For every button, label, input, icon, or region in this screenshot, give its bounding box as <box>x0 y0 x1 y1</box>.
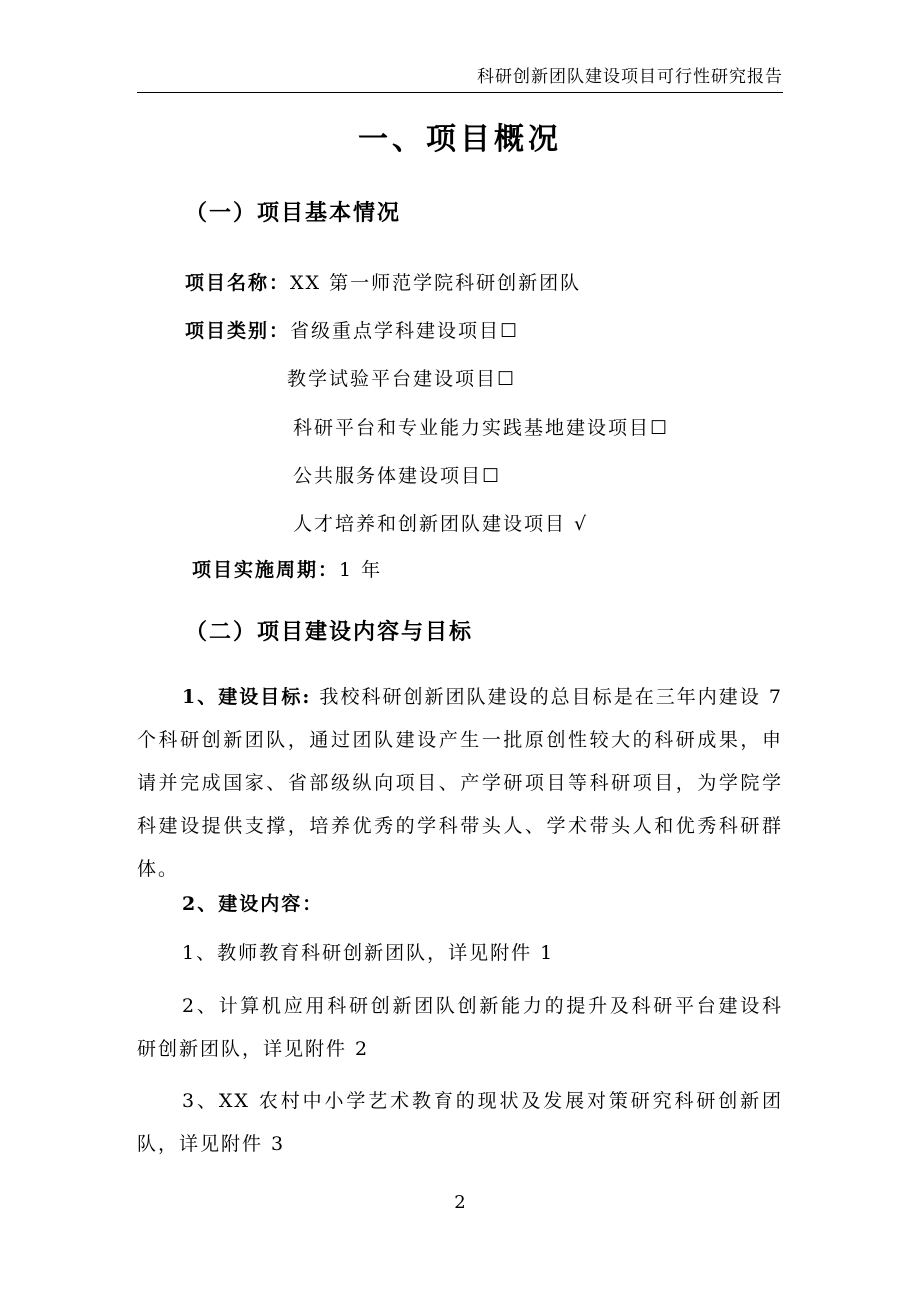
category-option: 科研平台和专业能力实践基地建设项目☐ <box>293 417 670 439</box>
chapter-title: 一、项目概况 <box>358 122 562 157</box>
project-name-label: 项目名称： <box>185 272 291 294</box>
project-category-line <box>185 316 519 343</box>
category-option: 省级重点学科建设项目☐ <box>290 320 520 342</box>
construction-goal-label: 1、建设目标: <box>182 686 312 708</box>
section-heading-content-goals: （二）项目建设内容与目标 <box>185 619 474 645</box>
content-item: 2、计算机应用科研创新团队创新能力的提升及科研平台建设科研创新团队，详见附件 2 <box>137 995 783 1060</box>
construction-content-label: 2、建设内容： <box>182 893 324 915</box>
running-title: 科研创新团队建设项目可行性研究报告 <box>477 67 783 87</box>
running-header <box>137 62 783 93</box>
project-period-label: 项目实施周期： <box>192 559 340 581</box>
project-category-label: 项目类别： <box>185 320 291 342</box>
section-heading-basic-info: （一）项目基本情况 <box>185 200 402 226</box>
content-item: 3、XX 农村中小学艺术教育的现状及发展对策研究科研创新团队，详见附件 3 <box>137 1090 783 1155</box>
category-option: 公共服务体建设项目☐ <box>293 465 502 487</box>
project-period-line <box>192 555 382 582</box>
project-period-value: 1 年 <box>339 559 383 581</box>
page-number: 2 <box>454 1192 466 1213</box>
category-option-selected: 人才培养和创新团队建设项目 √ <box>293 513 589 535</box>
project-name-line <box>185 268 581 295</box>
project-name-value: XX 第一师范学院科研创新团队 <box>290 272 582 294</box>
content-item: 1、教师教育科研创新团队，详见附件 1 <box>182 942 555 964</box>
category-option: 教学试验平台建设项目☐ <box>287 368 517 390</box>
construction-goal-paragraph <box>137 676 783 891</box>
construction-goal-text: 我校科研创新团队建设的总目标是在三年内建设 7 个科研创新团队，通过团队建设产生一批原创性较大的科研成果，申请并完成国家、省部级纵向项目、产学研项目等科研项目，为学院学科建设提供支撑，培养优秀的学科带头人、学术带头人和优秀科研群体。 <box>137 686 783 880</box>
